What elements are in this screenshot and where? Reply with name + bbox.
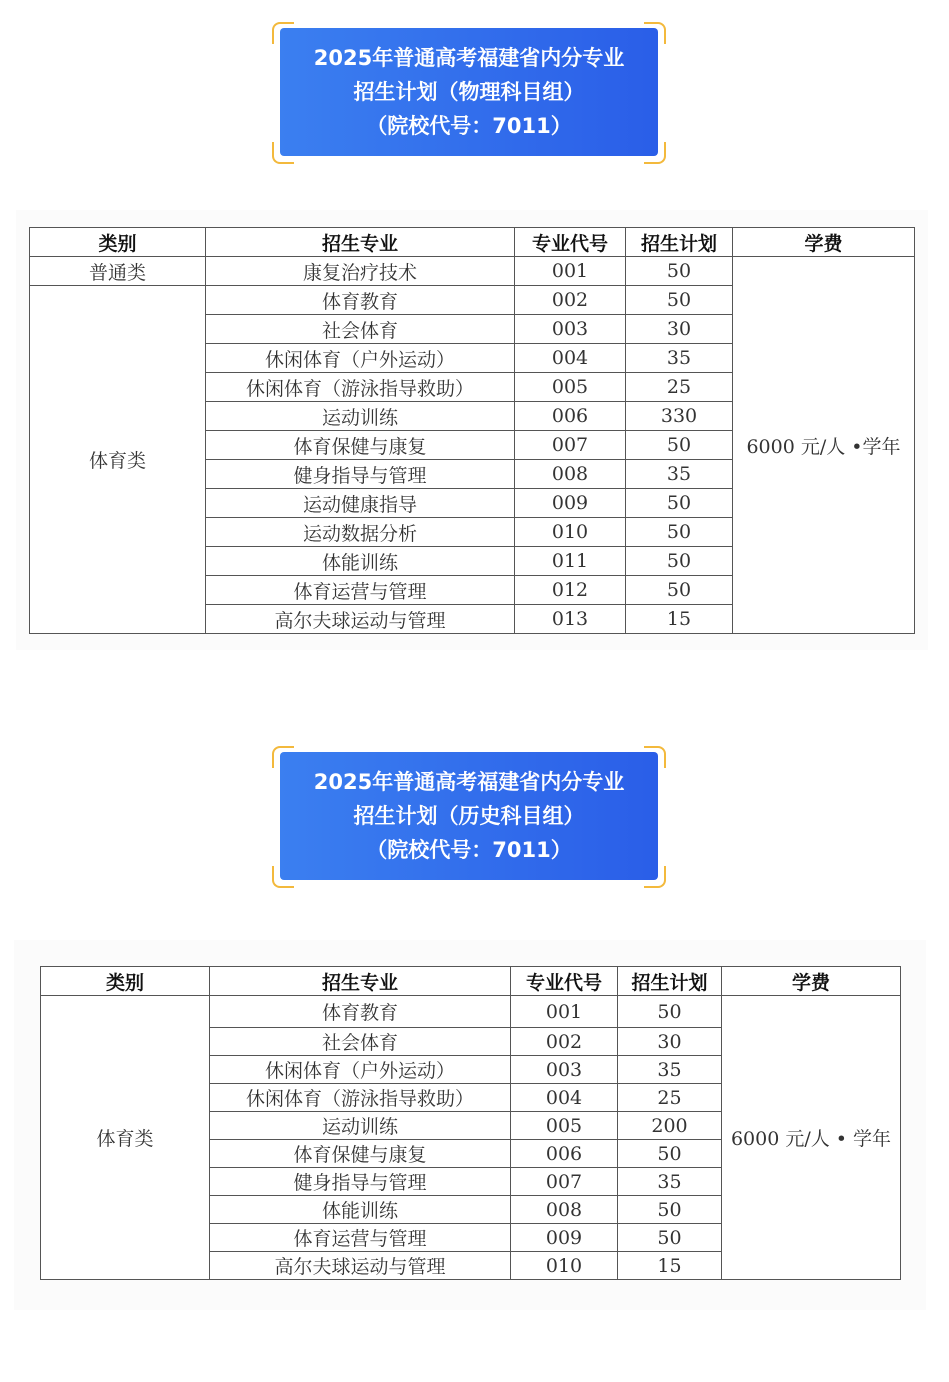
major-cell: 休闲体育（户外运动） <box>206 344 515 373</box>
major-cell: 社会体育 <box>206 315 515 344</box>
title-line: 2025年普通高考福建省内分专业 <box>313 770 625 794</box>
header-code: 专业代号 <box>511 967 618 996</box>
major-cell: 康复治疗技术 <box>206 257 515 286</box>
title-banner-history <box>272 746 666 888</box>
code-cell: 010 <box>515 518 626 547</box>
code-cell: 001 <box>515 257 626 286</box>
header-plan: 招生计划 <box>626 228 733 257</box>
code-cell: 009 <box>515 489 626 518</box>
code-cell: 007 <box>511 1168 618 1196</box>
fee-cell: 6000 元/人 • 学年 <box>722 996 901 1280</box>
plan-cell: 15 <box>626 605 733 634</box>
major-cell: 体育教育 <box>210 996 511 1028</box>
major-cell: 健身指导与管理 <box>210 1168 511 1196</box>
major-cell: 高尔夫球运动与管理 <box>210 1252 511 1280</box>
plan-cell: 30 <box>626 315 733 344</box>
plan-cell: 200 <box>618 1112 722 1140</box>
code-cell: 008 <box>515 460 626 489</box>
major-cell: 健身指导与管理 <box>206 460 515 489</box>
major-cell: 体能训练 <box>206 547 515 576</box>
table-header-row <box>41 967 901 996</box>
plan-cell: 35 <box>626 460 733 489</box>
enrollment-table-physics <box>29 227 915 634</box>
major-cell: 体育运营与管理 <box>206 576 515 605</box>
table-row <box>30 257 915 286</box>
code-cell: 006 <box>515 402 626 431</box>
major-cell: 社会体育 <box>210 1028 511 1056</box>
code-cell: 005 <box>515 373 626 402</box>
header-fee: 学费 <box>722 967 901 996</box>
code-cell: 003 <box>511 1056 618 1084</box>
major-cell: 体育运营与管理 <box>210 1224 511 1252</box>
plan-cell: 50 <box>626 286 733 315</box>
plan-cell: 35 <box>618 1168 722 1196</box>
title-line: 招生计划（历史科目组） <box>353 804 585 828</box>
code-cell: 008 <box>511 1196 618 1224</box>
code-cell: 013 <box>515 605 626 634</box>
code-cell: 011 <box>515 547 626 576</box>
major-cell: 休闲体育（游泳指导救助） <box>210 1084 511 1112</box>
title-box <box>280 752 658 880</box>
header-plan: 招生计划 <box>618 967 722 996</box>
code-cell: 001 <box>511 996 618 1028</box>
table-header-row <box>30 228 915 257</box>
major-cell: 运动健康指导 <box>206 489 515 518</box>
plan-cell: 50 <box>618 996 722 1028</box>
code-cell: 003 <box>515 315 626 344</box>
header-major: 招生专业 <box>210 967 511 996</box>
major-cell: 体能训练 <box>210 1196 511 1224</box>
header-fee: 学费 <box>733 228 915 257</box>
category-cell: 体育类 <box>41 996 210 1280</box>
plan-cell: 50 <box>626 489 733 518</box>
major-cell: 运动训练 <box>206 402 515 431</box>
major-cell: 运动数据分析 <box>206 518 515 547</box>
major-cell: 高尔夫球运动与管理 <box>206 605 515 634</box>
code-cell: 009 <box>511 1224 618 1252</box>
major-cell: 体育保健与康复 <box>206 431 515 460</box>
title-banner-physics <box>272 22 666 164</box>
category-cell: 体育类 <box>30 286 206 634</box>
plan-cell: 35 <box>626 344 733 373</box>
major-cell: 运动训练 <box>210 1112 511 1140</box>
plan-cell: 50 <box>618 1196 722 1224</box>
fee-cell: 6000 元/人 •学年 <box>733 257 915 634</box>
title-line: （院校代号：7011） <box>366 114 572 138</box>
major-cell: 体育保健与康复 <box>210 1140 511 1168</box>
title-line: （院校代号：7011） <box>366 838 572 862</box>
title-line: 2025年普通高考福建省内分专业 <box>313 46 625 70</box>
plan-cell: 35 <box>618 1056 722 1084</box>
plan-cell: 50 <box>626 518 733 547</box>
enrollment-table-history <box>40 966 901 1280</box>
header-category: 类别 <box>41 967 210 996</box>
code-cell: 004 <box>515 344 626 373</box>
code-cell: 012 <box>515 576 626 605</box>
plan-cell: 25 <box>618 1084 722 1112</box>
title-line: 招生计划（物理科目组） <box>353 80 585 104</box>
category-cell: 普通类 <box>30 257 206 286</box>
plan-cell: 30 <box>618 1028 722 1056</box>
major-cell: 体育教育 <box>206 286 515 315</box>
header-major: 招生专业 <box>206 228 515 257</box>
header-code: 专业代号 <box>515 228 626 257</box>
code-cell: 002 <box>515 286 626 315</box>
plan-cell: 50 <box>626 257 733 286</box>
plan-cell: 25 <box>626 373 733 402</box>
plan-cell: 330 <box>626 402 733 431</box>
code-cell: 007 <box>515 431 626 460</box>
title-box <box>280 28 658 156</box>
code-cell: 006 <box>511 1140 618 1168</box>
code-cell: 002 <box>511 1028 618 1056</box>
plan-cell: 50 <box>626 431 733 460</box>
plan-cell: 15 <box>618 1252 722 1280</box>
major-cell: 休闲体育（户外运动） <box>210 1056 511 1084</box>
code-cell: 010 <box>511 1252 618 1280</box>
major-cell: 休闲体育（游泳指导救助） <box>206 373 515 402</box>
plan-cell: 50 <box>626 576 733 605</box>
plan-cell: 50 <box>626 547 733 576</box>
code-cell: 005 <box>511 1112 618 1140</box>
code-cell: 004 <box>511 1084 618 1112</box>
table-row <box>41 996 901 1028</box>
header-category: 类别 <box>30 228 206 257</box>
plan-cell: 50 <box>618 1224 722 1252</box>
plan-cell: 50 <box>618 1140 722 1168</box>
